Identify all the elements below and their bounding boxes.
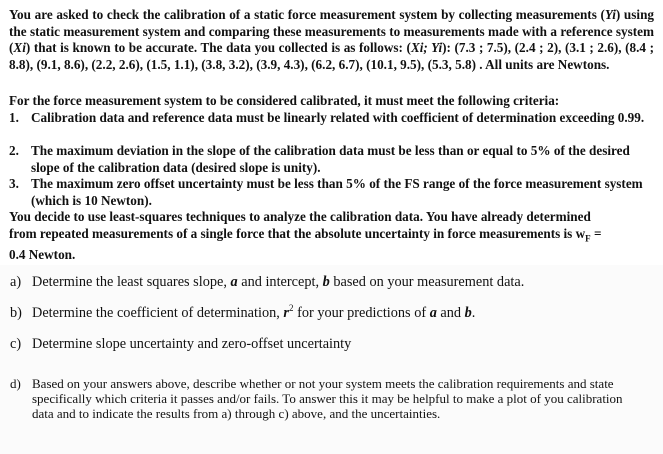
question-text: for your predictions of (293, 305, 430, 321)
var-b: b (464, 305, 472, 321)
question-text: Determine the least squares slope, (32, 274, 231, 290)
question-text: and (436, 305, 465, 321)
question-text: . (471, 305, 476, 321)
superscript-2: 2 (289, 303, 294, 314)
question-label: c) (10, 336, 22, 352)
question-c (10, 336, 351, 353)
var-a: a (230, 274, 238, 290)
question-text: Determine the coefficient of determination, (32, 305, 284, 321)
criterion-number: 1. (9, 110, 19, 125)
var-yi: Yi (604, 7, 616, 22)
question-label: a) (10, 274, 22, 290)
uncertainty-value: = 0.4 Newton. (9, 225, 602, 262)
intro-text-2: ) using the static measurement system and comparing these measurements to measurements made with a reference system ( (9, 7, 654, 56)
var-xi: Xi (13, 40, 26, 56)
criteria-heading: For the force measurement system to be considered calibrated, it must meet the following criteria: (9, 93, 560, 108)
question-d (10, 376, 640, 422)
criterion-number: 2. (9, 143, 19, 158)
intro-text-3: ) that is known to be accurate. The data you collected is as follows: ( (25, 40, 411, 56)
uncertainty-subscript: F (585, 233, 591, 244)
criterion-text: The maximum deviation in the slope of the calibration data must be less than or equal to 5% of the desired slope of the calibration data (desired slope is unity). (31, 143, 630, 175)
question-b (10, 305, 475, 322)
question-text: Determine slope uncertainty and zero-offset uncertainty (32, 336, 352, 352)
criterion-2 (9, 143, 649, 176)
var-xi-yi: Xi; Yi (410, 40, 443, 56)
criterion-text: Calibration data and reference data must be linearly related with coefficient of determination exceeding 0.99. (31, 110, 645, 125)
question-text: Based on your answers above, describe whether or not your system meets the calibration requirements and state specifically which criteria it passes and/or fails. To answer this it may be helpful to make a plot of you calibration data and to indicate the results from a) through c) above, and the uncertainties. (32, 376, 623, 422)
criterion-1 (9, 110, 649, 127)
questions-panel (0, 265, 663, 454)
question-label: b) (10, 305, 22, 321)
criterion-number: 3. (9, 176, 19, 191)
intro-data-points: ): (7.3 ; 7.5), (2.4 ; 2), (3.1 ; 2.6), (8.4 ; 8.8), (9.1, 8.6), (2.2, 2.6), (1.5, 1.1), (3.8, 3.2), (3.9, 4.3), (6.2, 6.7), (10.1, 9.5), (5.3, 5.8) . All units are Newtons. (9, 40, 654, 72)
var-b: b (322, 274, 330, 290)
var-a: a (429, 305, 437, 321)
uncertainty-statement (9, 209, 619, 263)
question-text: and intercept, (237, 274, 323, 290)
question-text: based on your measurement data. (329, 274, 525, 290)
var-r: r (283, 305, 289, 321)
question-a (10, 274, 524, 291)
criterion-text: The maximum zero offset uncertainty must be less than 5% of the FS range of the force measurement system (which is 10 Newton). (31, 176, 643, 208)
criterion-3 (9, 176, 649, 209)
uncertainty-text: You decide to use least-squares techniques to analyze the calibration data. You have already determined from repeated measurements of a single force that the absolute uncertainty in force measurements is w (9, 209, 591, 241)
problem-intro (9, 7, 654, 73)
question-label: d) (10, 376, 21, 391)
intro-text-1: You are asked to check the calibration of a static force measurement system by collecting measurements ( (9, 7, 605, 22)
